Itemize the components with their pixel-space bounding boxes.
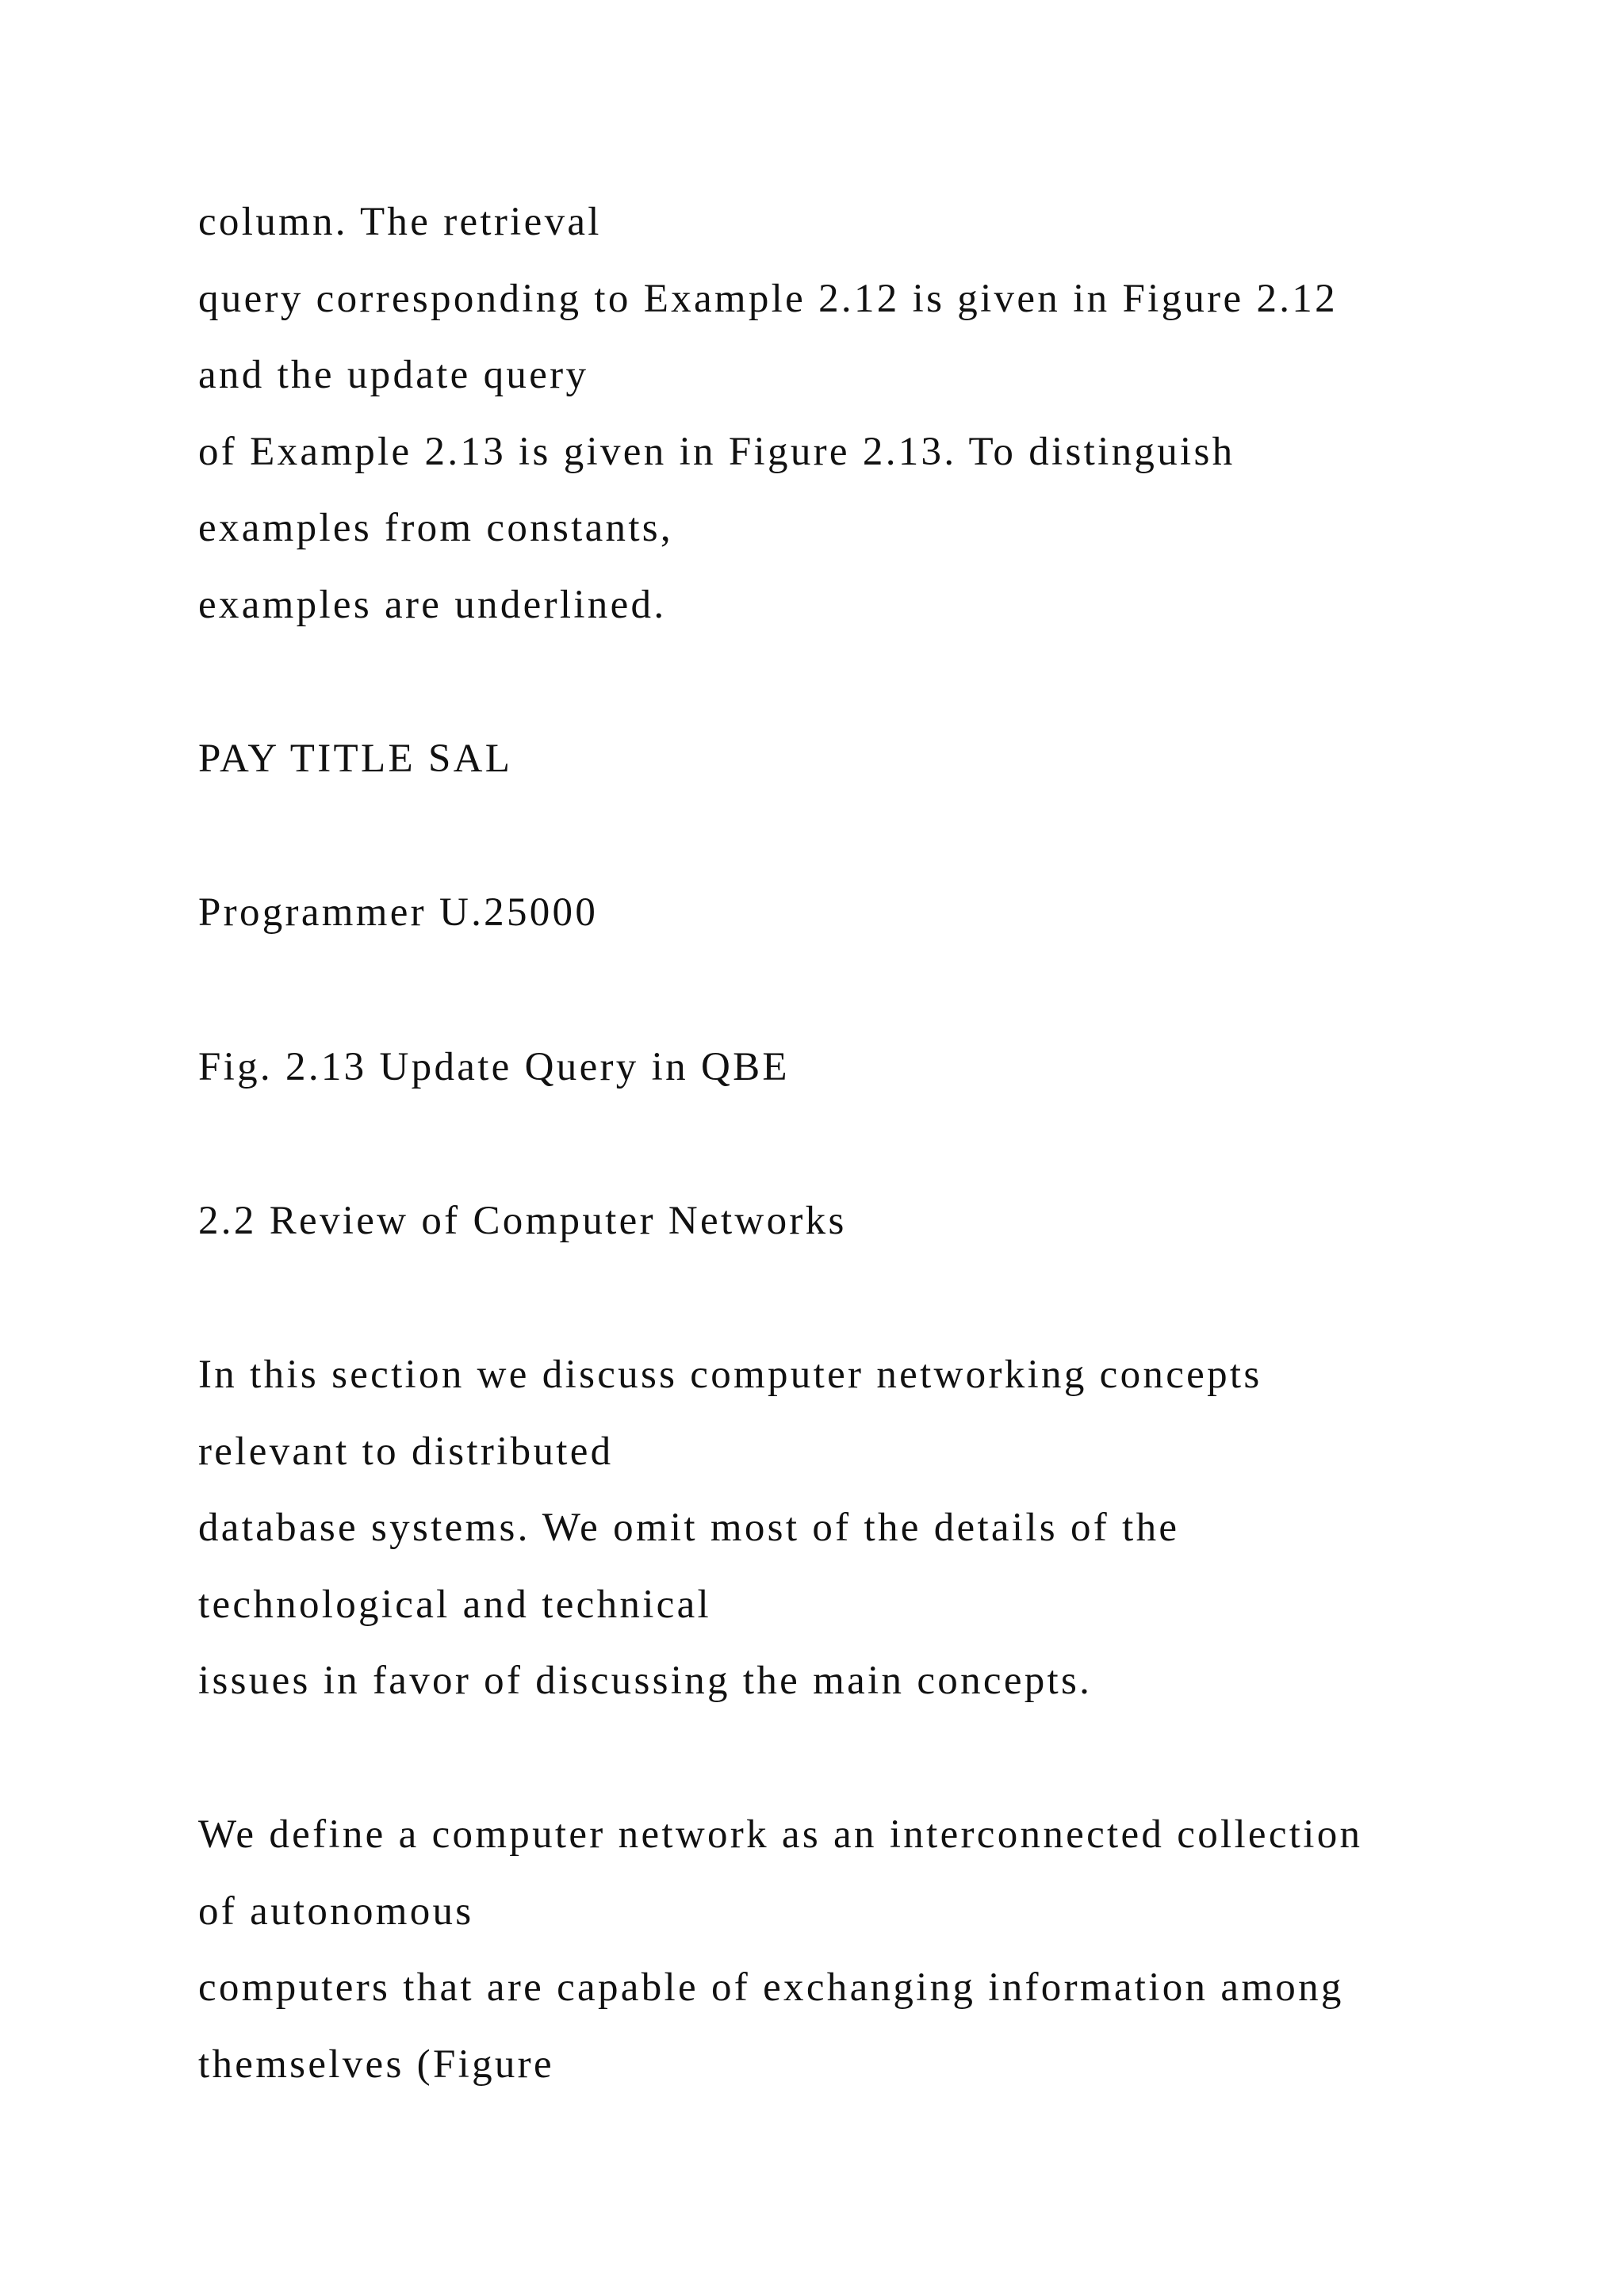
section-line-4: technological and technical bbox=[198, 1582, 712, 1627]
intro-line-4: of Example 2.13 is given in Figure 2.13. To distinguish bbox=[198, 430, 1235, 474]
section-line-3: database systems. We omit most of the details of the bbox=[198, 1506, 1180, 1550]
section-line-5: issues in favor of discussing the main concepts. bbox=[198, 1659, 1093, 1703]
intro-line-2: query corresponding to Example 2.12 is given in Figure 2.12 bbox=[198, 277, 1338, 321]
definition-line-2: of autonomous bbox=[198, 1889, 474, 1934]
definition-line-3: computers that are capable of exchanging information among bbox=[198, 1965, 1344, 2010]
intro-line-5: examples from constants, bbox=[198, 506, 673, 550]
intro-line-3: and the update query bbox=[198, 353, 589, 397]
table-row: Programmer U.25000 bbox=[198, 890, 599, 935]
intro-line-6: examples are underlined. bbox=[198, 583, 667, 627]
section-line-2: relevant to distributed bbox=[198, 1429, 614, 1474]
table-header: PAY TITLE SAL bbox=[198, 737, 513, 781]
section-line-1: In this section we discuss computer networking concepts bbox=[198, 1353, 1262, 1397]
figure-caption: Fig. 2.13 Update Query in QBE bbox=[198, 1045, 790, 1089]
definition-line-1: We define a computer network as an interconnected collection bbox=[198, 1812, 1363, 1857]
intro-line-1: column. The retrieval bbox=[198, 200, 602, 244]
section-heading: 2.2 Review of Computer Networks bbox=[198, 1199, 847, 1243]
definition-line-4: themselves (Figure bbox=[198, 2042, 554, 2087]
